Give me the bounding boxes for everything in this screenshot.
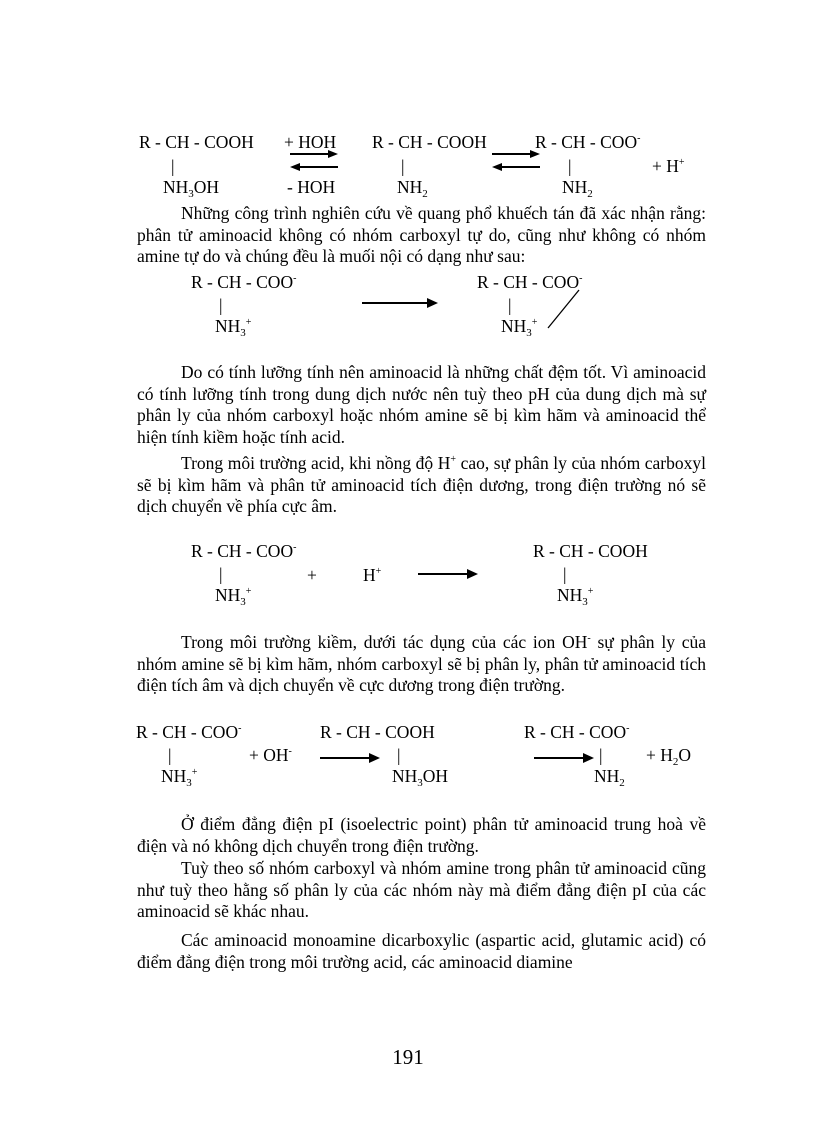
eq4-species1-bond: |	[168, 745, 172, 765]
eq1-species1-main: R - CH - COOH	[139, 132, 254, 152]
eq3-right-main: R - CH - COOH	[533, 541, 648, 561]
eq4-reaction-arrow-1	[318, 752, 382, 764]
paragraph-2: Do có tính lưỡng tính nên aminoacid là những chất đệm tốt. Vì aminoacid có tính lưỡng tính trong dung dịch nước nên tuỳ theo pH của dung dịch mà sự phân ly của nhóm carboxyl hoặc nhóm amine sẽ bị kìm hãm và aminoacid thể hiện tính kiềm hoặc tính acid.	[137, 362, 706, 447]
eq2-right-main: R - CH - COO-	[477, 272, 583, 292]
eq1-species3-group: $NH_2$	[562, 177, 593, 200]
paragraph-1: Những công trình nghiên cứu về quang phổ khuếch tán đã xác nhận rằng: phân tử aminoacid không có nhóm carboxyl tự do, cũng như không có nhóm amine tự do và chúng đều là muối nội có dạng như sau:	[137, 203, 706, 266]
eq4-species2-main: R - CH - COOH	[320, 722, 435, 742]
eq3-left-bond: |	[219, 564, 223, 584]
eq1-species2-main: R - CH - COOH	[372, 132, 487, 152]
eq2-left-main: R - CH - COO-	[191, 272, 297, 292]
eq1-bottom-label: - HOH	[287, 177, 336, 197]
paragraph-3: Trong môi trường acid, khi nồng độ H+ cao, sự phân ly của nhóm carboxyl sẽ bị kìm hãm và phân tử aminoacid tích điện dương, trong điện trường nó sẽ dịch chuyển về phía cực âm.	[137, 453, 706, 516]
eq1-proton: + H+	[652, 156, 685, 176]
eq3-left-main: R - CH - COO-	[191, 541, 297, 561]
eq4-species2-group: $NH_3OH$	[392, 766, 449, 789]
eq3-plus: +	[307, 565, 317, 585]
eq4-species1-group: $NH_3^+$	[161, 766, 198, 789]
eq3-reaction-arrow	[416, 568, 480, 580]
eq3-proton: H+	[363, 565, 382, 585]
paragraph-4: Trong môi trường kiềm, dưới tác dụng của các ion OH- sự phân ly của nhóm amine sẽ bị kìm hãm, nhóm carboxyl sẽ bị phân ly, phân tử aminoacid tích điện tích âm và dịch chuyển về cực dương trong điện trường.	[137, 632, 706, 695]
eq2-left-bond: |	[219, 295, 223, 315]
eq1-species3-bond: |	[568, 156, 572, 176]
eq4-species1-main: R - CH - COO-	[136, 722, 242, 742]
eq4-reaction-arrow-2	[532, 752, 596, 764]
eq2-ring-bond-line	[546, 287, 582, 331]
eq4-water: + $H_2O$	[646, 745, 692, 768]
eq4-species3-main: R - CH - COO-	[524, 722, 630, 742]
eq4-species3-group: $NH_2$	[594, 766, 625, 789]
eq2-right-group: $NH_3^+$	[501, 316, 538, 339]
eq3-right-bond: |	[563, 564, 567, 584]
eq1-species3-main: R - CH - COO-	[535, 132, 641, 152]
eq2-right-bond: |	[508, 295, 512, 315]
eq2-left-group: $NH_3^+$	[215, 316, 252, 339]
paragraph-7: Các aminoacid monoamine dicarboxylic (aspartic acid, glutamic acid) có điểm đẳng điện trong môi trường acid, các aminoacid diamine	[137, 930, 706, 972]
eq2-reaction-arrow	[360, 297, 440, 309]
eq1-species1-bond: |	[171, 156, 175, 176]
eq1-species2-bond: |	[401, 156, 405, 176]
eq1-top-label: + HOH	[284, 132, 337, 152]
paragraph-6: Tuỳ theo số nhóm carboxyl và nhóm amine trong phân tử aminoacid cũng như tuỳ theo hằng số phân ly của các nhóm này mà điểm đẳng điện pI của các aminoacid sẽ khác nhau.	[137, 858, 706, 921]
eq1-equilibrium-arrows	[288, 150, 340, 172]
eq1-species2-group: $NH_2$	[397, 177, 428, 200]
eq1-species1-group: $NH_3OH$	[163, 177, 220, 200]
eq1-equilibrium-arrows-2	[490, 150, 542, 172]
page-number: 191	[392, 1045, 424, 1069]
eq4-hydroxide: + OH-	[249, 745, 292, 765]
eq4-species2-bond: |	[397, 745, 401, 765]
eq4-species3-bond: |	[599, 745, 603, 765]
eq3-left-group: $NH_3^+$	[215, 585, 252, 608]
paragraph-5: Ở điểm đẳng điện pI (isoelectric point) phân tử aminoacid trung hoà về điện và nó không dịch chuyển trong điện trường.	[137, 814, 706, 856]
eq3-right-group: $NH_3^+$	[557, 585, 594, 608]
